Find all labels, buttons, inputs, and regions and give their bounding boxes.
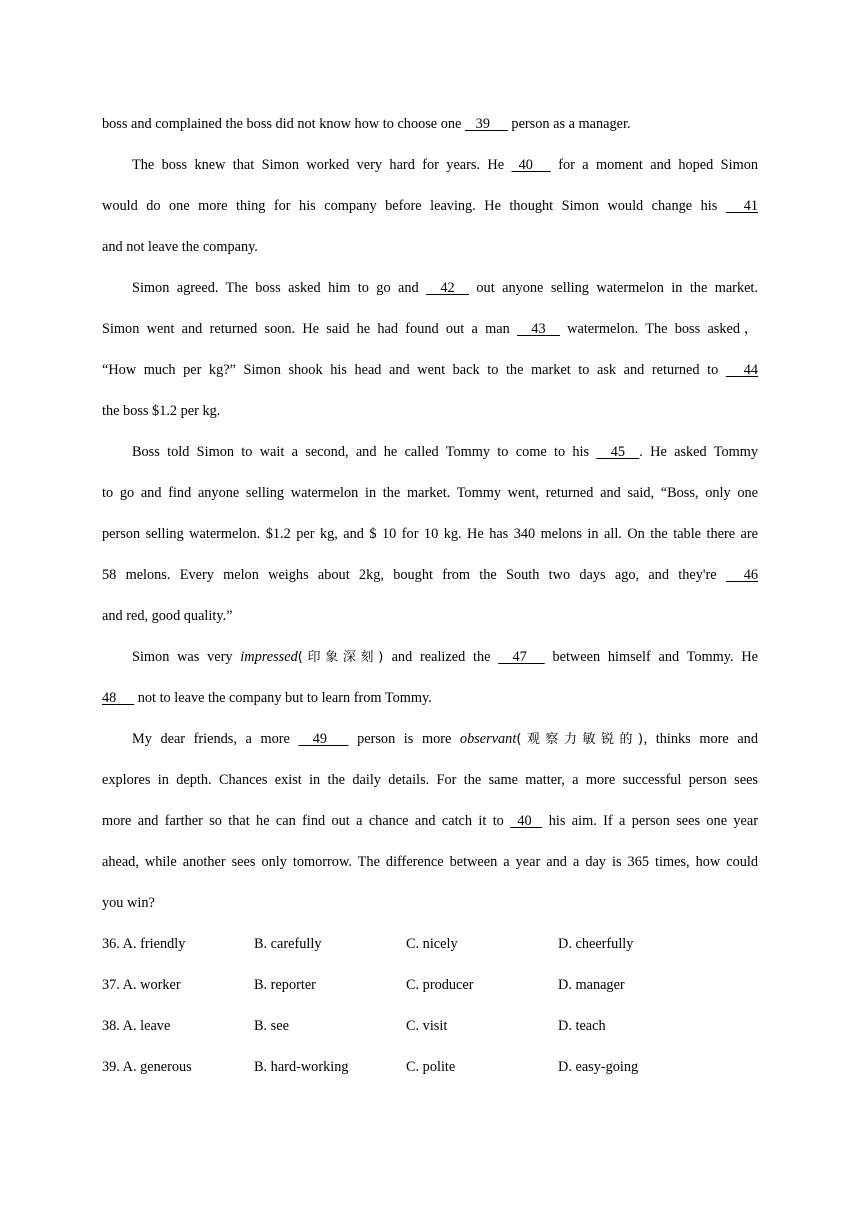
- option-d: D. teach: [558, 1018, 606, 1034]
- answer-blank-44: 44: [743, 362, 758, 378]
- text-span: The boss knew that Simon worked very hard for years. He: [132, 157, 512, 173]
- passage-line: [102, 894, 758, 912]
- passage-line: [102, 402, 758, 420]
- answer-blank-47: 47: [512, 649, 527, 665]
- text-span: boss and complained the boss did not know how to choose one: [102, 116, 465, 132]
- answer-blank-42: 42: [440, 280, 455, 296]
- passage-line: [102, 320, 758, 338]
- passage-line: [102, 566, 758, 584]
- text-span: would do one more thing for his company before leaving. He thought Simon would change his: [102, 198, 726, 214]
- text-span: Boss told Simon to wait a second, and he called Tommy to come to his: [132, 444, 597, 460]
- text-span: more and farther so that he can find out a chance and catch it to: [102, 813, 511, 829]
- text-span: person is more: [348, 731, 460, 747]
- passage-line: [102, 484, 758, 502]
- passage-line: [102, 525, 758, 543]
- answer-blank-48: 48: [102, 690, 117, 706]
- option-d: D. easy-going: [558, 1059, 639, 1075]
- option-a: 36. A. friendly: [102, 936, 186, 952]
- text-span: out anyone selling watermelon in the market.: [468, 280, 758, 296]
- option-b: B. hard-working: [254, 1059, 349, 1075]
- text-span: you win?: [102, 895, 155, 911]
- italic-word: impressed: [240, 649, 298, 665]
- answer-blank-40: 40: [518, 157, 533, 173]
- text-span: My dear friends, a more: [132, 731, 299, 747]
- passage-line: [102, 607, 758, 625]
- passage-line: [102, 238, 758, 256]
- chinese-gloss: (印象深刻): [297, 650, 384, 665]
- text-span: Simon went and returned soon. He said he had found out a man: [102, 321, 517, 337]
- text-span: not to leave the company but to learn from Tommy.: [134, 690, 432, 706]
- passage-line: [102, 771, 758, 789]
- option-a: 37. A. worker: [102, 977, 181, 993]
- passage-line: [132, 730, 758, 749]
- passage-line: [102, 689, 758, 707]
- option-b: B. reporter: [254, 977, 316, 993]
- answer-blank-43: 43: [531, 321, 546, 337]
- text-span: 58 melons. Every melon weighs about 2kg, bought from the South two days ago, and they're: [102, 567, 726, 583]
- answer-blank-39: 39: [475, 116, 490, 132]
- option-d: D. cheerfully: [558, 936, 634, 952]
- text-span: person as a manager.: [507, 116, 631, 132]
- text-span: . He asked Tommy: [639, 444, 758, 460]
- option-d: D. manager: [558, 977, 625, 993]
- answer-blank-49: 49: [312, 731, 328, 747]
- text-span: Simon was very: [132, 649, 241, 665]
- passage-line: [132, 443, 758, 461]
- text-span: for a moment and hoped Simon: [550, 157, 758, 173]
- text-span: and not leave the company.: [102, 239, 258, 255]
- text-span: watermelon. The boss asked，: [559, 321, 758, 337]
- passage-line: [132, 279, 758, 297]
- answer-blank-40b: 40: [517, 813, 532, 829]
- option-c: C. visit: [406, 1018, 448, 1034]
- passage-line: [102, 812, 758, 830]
- option-c: C. nicely: [406, 936, 458, 952]
- text-span: and red, good quality.”: [102, 608, 233, 624]
- text-span: “How much per kg?” Simon shook his head and went back to the market to ask and returned to: [102, 362, 726, 378]
- text-span: explores in depth. Chances exist in the daily details. For the same matter, a more successful person sees: [102, 772, 758, 788]
- passage-line: [102, 853, 758, 871]
- text-span: the boss $1.2 per kg.: [102, 403, 221, 419]
- text-span: to go and find anyone selling watermelon in the market. Tommy went, returned and said, “Boss, only one: [102, 485, 758, 501]
- text-span: person selling watermelon. $1.2 per kg, and $ 10 for 10 kg. He has 340 melons in all. On the table there are: [102, 526, 758, 542]
- text-span: Simon agreed. The boss asked him to go and: [132, 280, 427, 296]
- passage-line: [132, 648, 758, 667]
- answer-blank-46: 46: [743, 567, 758, 583]
- text-span: , thinks more and: [643, 731, 758, 747]
- passage-line: [102, 197, 758, 215]
- passage-line: [132, 156, 758, 174]
- option-a: 38. A. leave: [102, 1018, 171, 1034]
- chinese-gloss: (观察力敏锐的): [516, 732, 644, 747]
- text-span: his aim. If a person sees one year: [542, 813, 758, 829]
- option-a: 39. A. generous: [102, 1059, 192, 1075]
- option-b: B. see: [254, 1018, 289, 1034]
- text-span: and realized the: [383, 649, 499, 665]
- answer-blank-45: 45: [610, 444, 625, 460]
- option-c: C. polite: [406, 1059, 456, 1075]
- passage-line: [102, 115, 758, 133]
- option-b: B. carefully: [254, 936, 322, 952]
- italic-word: observant: [459, 731, 517, 747]
- passage-line: [102, 361, 758, 379]
- text-span: between himself and Tommy. He: [544, 649, 759, 665]
- option-c: C. producer: [406, 977, 474, 993]
- text-span: ahead, while another sees only tomorrow. The difference between a year and a day is 365 times, how could: [102, 854, 758, 870]
- answer-blank-41: 41: [743, 198, 758, 214]
